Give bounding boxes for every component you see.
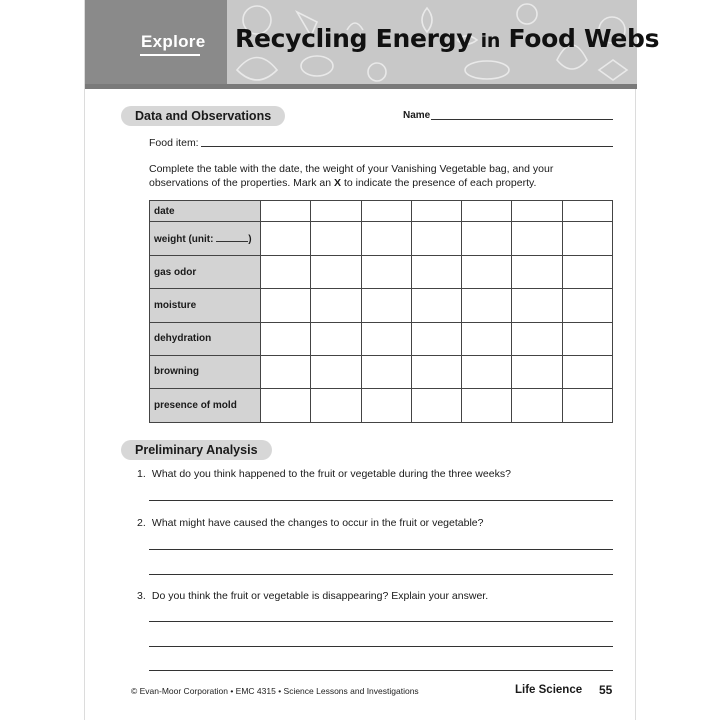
unit-blank[interactable] xyxy=(216,232,248,242)
table-cell[interactable] xyxy=(462,355,512,388)
question-2: 2. What might have caused the changes to occur in the fruit or vegetable? xyxy=(137,517,484,529)
table-cell[interactable] xyxy=(462,289,512,322)
table-cell[interactable] xyxy=(411,289,461,322)
table-cell[interactable] xyxy=(562,289,612,322)
table-cell[interactable] xyxy=(512,256,562,289)
food-item-field-line[interactable] xyxy=(201,146,613,147)
table-row xyxy=(150,256,613,289)
table-cell[interactable] xyxy=(361,388,411,422)
row-label-browning: browning xyxy=(150,355,261,388)
table-row xyxy=(150,222,613,256)
table-cell[interactable] xyxy=(261,289,311,322)
table-cell[interactable] xyxy=(462,388,512,422)
answer-line[interactable] xyxy=(149,574,613,575)
table-cell[interactable] xyxy=(411,355,461,388)
table-row xyxy=(150,201,613,222)
answer-line[interactable] xyxy=(149,621,613,622)
answer-line[interactable] xyxy=(149,500,613,501)
row-label-moisture: moisture xyxy=(150,289,261,322)
table-cell[interactable] xyxy=(411,222,461,256)
data-observations-heading: Data and Observations xyxy=(121,106,285,126)
table-cell[interactable] xyxy=(562,322,612,355)
answer-line[interactable] xyxy=(149,646,613,647)
table-cell[interactable] xyxy=(361,201,411,222)
table-cell[interactable] xyxy=(361,355,411,388)
row-label-dehydration: dehydration xyxy=(150,322,261,355)
table-cell[interactable] xyxy=(361,222,411,256)
question-1: 1. What do you think happened to the fruit or vegetable during the three weeks? xyxy=(137,468,511,480)
table-row xyxy=(150,289,613,322)
table-cell[interactable] xyxy=(411,322,461,355)
explore-label: Explore xyxy=(141,32,206,51)
table-cell[interactable] xyxy=(261,201,311,222)
table-cell[interactable] xyxy=(512,322,562,355)
worksheet-page xyxy=(84,0,660,720)
table-row xyxy=(150,355,613,388)
question-3: 3. Do you think the fruit or vegetable is disappearing? Explain your answer. xyxy=(137,590,489,602)
row-label-gas-odor: gas odor xyxy=(150,256,261,289)
table-cell[interactable] xyxy=(462,322,512,355)
table-cell[interactable] xyxy=(411,388,461,422)
name-label: Name xyxy=(403,110,431,121)
table-cell[interactable] xyxy=(361,256,411,289)
preliminary-analysis-heading: Preliminary Analysis xyxy=(121,440,272,460)
name-field-line[interactable] xyxy=(431,119,613,120)
row-label-date: date xyxy=(150,201,261,222)
answer-line[interactable] xyxy=(149,549,613,550)
table-cell[interactable] xyxy=(261,256,311,289)
table-row xyxy=(150,388,613,422)
table-cell[interactable] xyxy=(311,388,361,422)
table-cell[interactable] xyxy=(562,388,612,422)
table-row xyxy=(150,322,613,355)
table-cell[interactable] xyxy=(512,222,562,256)
header-divider xyxy=(85,84,637,89)
page-title: Recycling Energy in Food Webs xyxy=(235,24,660,53)
table-cell[interactable] xyxy=(462,201,512,222)
row-label-weight: weight (unit: ) xyxy=(150,222,261,256)
table-cell[interactable] xyxy=(562,256,612,289)
row-label-presence-of-mold: presence of mold xyxy=(150,388,261,422)
footer-subject: Life Science xyxy=(515,684,583,696)
page-header xyxy=(85,0,660,84)
table-cell[interactable] xyxy=(311,355,361,388)
table-cell[interactable] xyxy=(311,222,361,256)
page-number: 55 xyxy=(599,683,613,697)
explore-underline xyxy=(140,54,200,56)
table-cell[interactable] xyxy=(512,289,562,322)
table-cell[interactable] xyxy=(311,256,361,289)
table-cell[interactable] xyxy=(261,388,311,422)
table-cell[interactable] xyxy=(361,289,411,322)
table-cell[interactable] xyxy=(562,355,612,388)
observation-table xyxy=(149,200,613,423)
table-cell[interactable] xyxy=(462,256,512,289)
food-item-label: Food item: xyxy=(149,137,199,149)
answer-line[interactable] xyxy=(149,670,613,671)
table-cell[interactable] xyxy=(411,201,461,222)
table-cell[interactable] xyxy=(512,388,562,422)
footer-copyright: © Evan-Moor Corporation • EMC 4315 • Science Lessons and Investigations xyxy=(131,686,419,696)
table-cell[interactable] xyxy=(562,222,612,256)
table-cell[interactable] xyxy=(261,222,311,256)
table-cell[interactable] xyxy=(311,289,361,322)
table-cell[interactable] xyxy=(512,201,562,222)
table-cell[interactable] xyxy=(411,256,461,289)
table-cell[interactable] xyxy=(462,222,512,256)
table-cell[interactable] xyxy=(512,355,562,388)
table-cell[interactable] xyxy=(261,355,311,388)
table-cell[interactable] xyxy=(261,322,311,355)
table-cell[interactable] xyxy=(311,322,361,355)
table-cell[interactable] xyxy=(311,201,361,222)
table-cell[interactable] xyxy=(562,201,612,222)
table-cell[interactable] xyxy=(361,322,411,355)
table-instructions: Complete the table with the date, the weight of your Vanishing Vegetable bag, and your observations of the properties. Mark an X to indicate the presence of each property. xyxy=(149,163,554,189)
